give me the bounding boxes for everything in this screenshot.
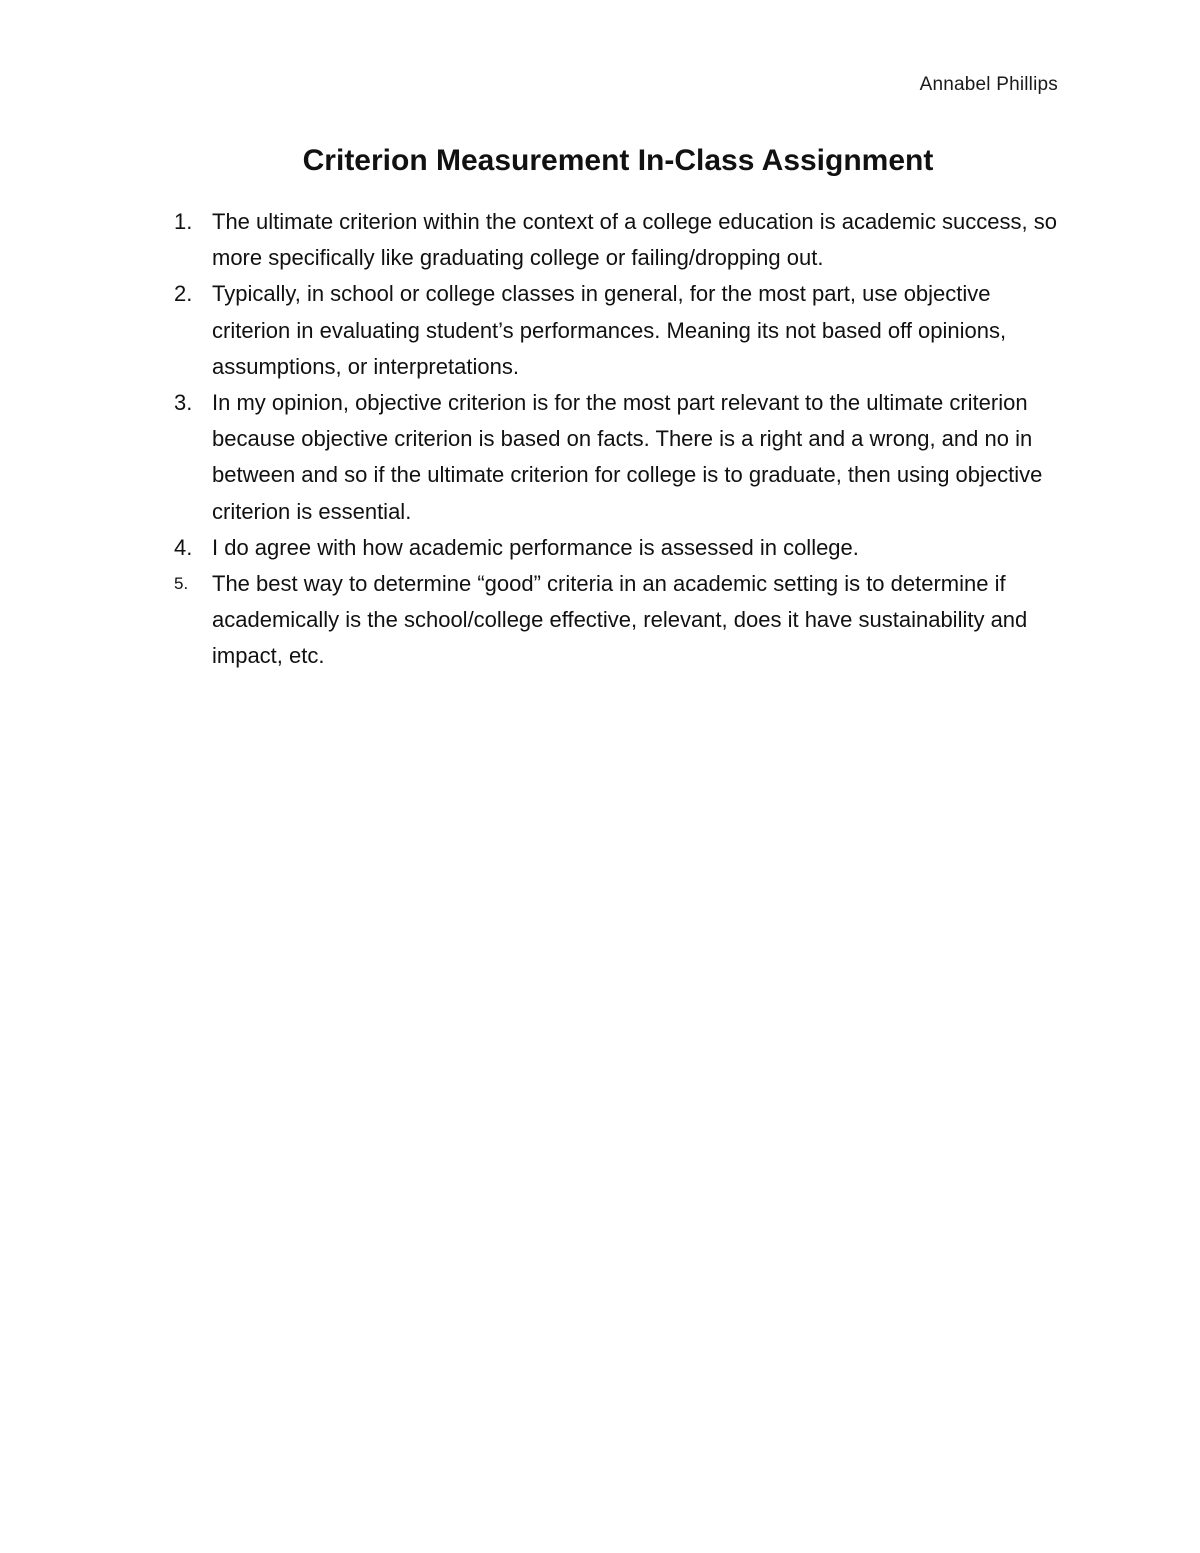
list-item — [168, 385, 1068, 530]
list-item-number: 5. — [174, 574, 189, 594]
author-name: Annabel Phillips — [919, 74, 1058, 95]
answer-list — [168, 204, 1068, 675]
list-item-number: 1. — [174, 209, 193, 234]
list-item — [168, 566, 1068, 675]
document-title: Criterion Measurement In-Class Assignment — [302, 144, 934, 177]
list-item-text: The best way to determine “good” criteria in an academic setting is to determine if academically is the school/college effective, relevant, does it have sustainability and impact, etc. — [212, 571, 1028, 669]
list-item — [168, 204, 1068, 276]
list-item-number: 4. — [174, 534, 193, 560]
list-item-text: The ultimate criterion within the context of a college education is academic success, so more specifically like graduating college or failing/dropping out. — [212, 209, 1057, 271]
list-item-text: I do agree with how academic performance is assessed in college. — [212, 534, 859, 560]
list-item-number: 2. — [174, 281, 193, 307]
list-item — [168, 530, 1068, 566]
list-item-text: In my opinion, objective criterion is for the most part relevant to the ultimate criterion because objective criterion is based on facts. There is a right and a wrong, and no in between and so if the ultimate criterion for college is to graduate, then using objective criterion is essential. — [212, 390, 1043, 524]
list-item-number: 3. — [174, 390, 193, 416]
list-item — [168, 276, 1068, 385]
list-item-text: Typically, in school or college classes in general, for the most part, use objective criterion in evaluating student’s performances. Meaning its not based off opinions, assumptions, or interpretations. — [212, 281, 1007, 379]
